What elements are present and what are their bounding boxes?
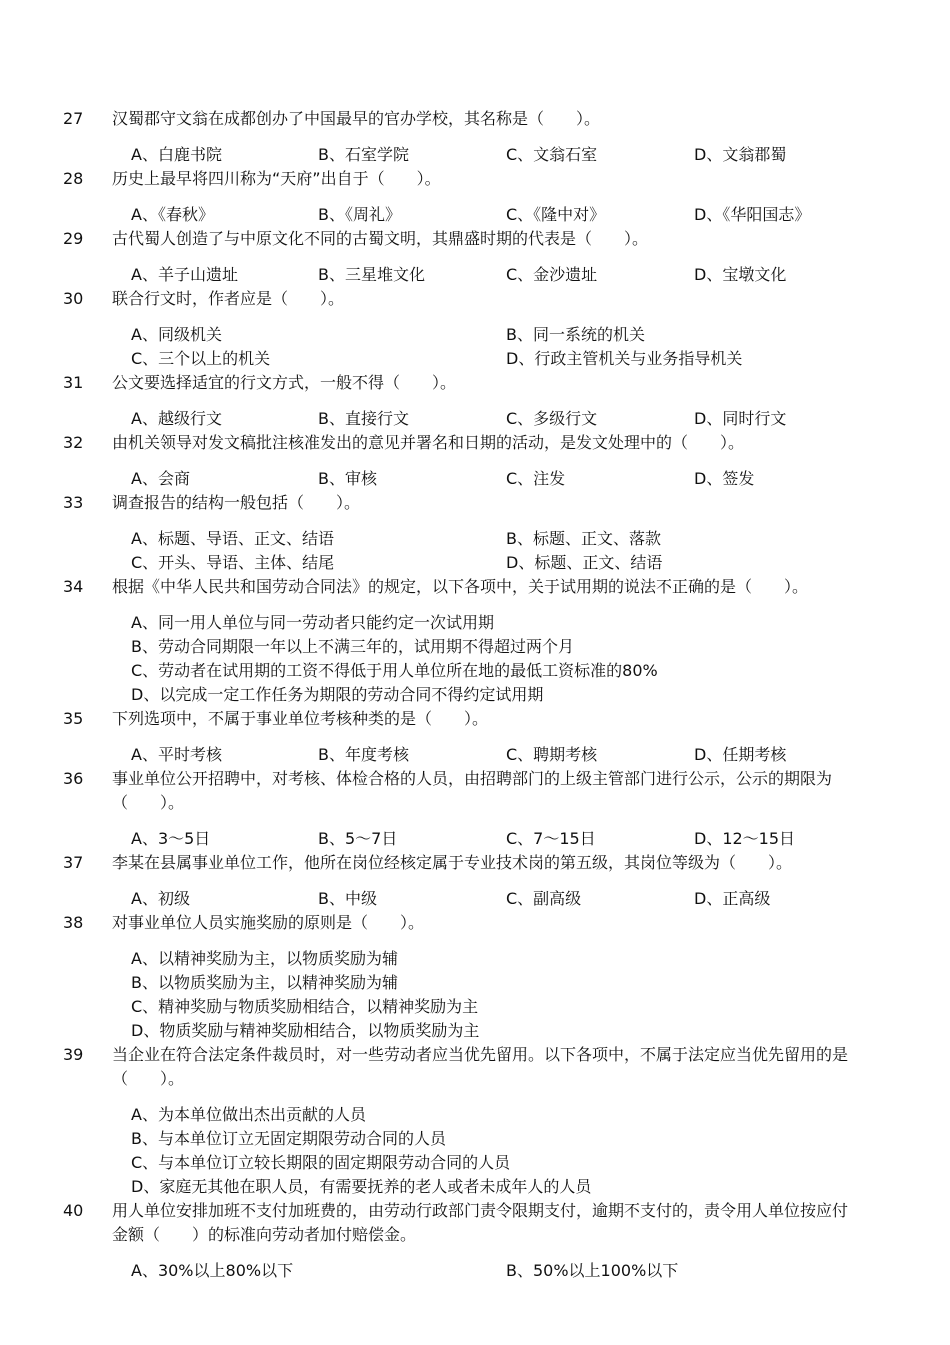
option-d: D、宝墩文化 (694, 265, 787, 284)
option-c: C、《隆中对》 (506, 205, 606, 224)
option-c: C、精神奖励与物质奖励相结合，以精神奖励为主 (131, 997, 479, 1016)
option-a: A、为本单位做出杰出贡献的人员 (131, 1105, 366, 1124)
option-b: B、劳动合同期限一年以上不满三年的，试用期不得超过两个月 (131, 637, 574, 656)
option-c: C、三个以上的机关 (131, 349, 271, 368)
option-b: B、50%以上100%以下 (506, 1261, 679, 1280)
option-b: B、年度考核 (318, 745, 409, 764)
question-number: 36 (63, 769, 84, 788)
option-a: A、羊子山遗址 (131, 265, 238, 284)
question-text: 历史上最早将四川称为“天府”出自于（ ）。 (112, 169, 441, 188)
option-c: C、金沙遗址 (506, 265, 598, 284)
option-a: A、平时考核 (131, 745, 222, 764)
option-d: D、12～15日 (694, 829, 796, 848)
question-text: 调查报告的结构一般包括（ ）。 (112, 493, 361, 512)
question-number: 28 (63, 169, 84, 188)
question-number: 32 (63, 433, 84, 452)
option-a: A、越级行文 (131, 409, 222, 428)
option-a: A、以精神奖励为主，以物质奖励为辅 (131, 949, 398, 968)
option-b: B、《周礼》 (318, 205, 401, 224)
question-text: 公文要选择适宜的行文方式，一般不得（ ）。 (112, 373, 457, 392)
question-text: 由机关领导对发文稿批注核准发出的意见并署名和日期的活动，是发文处理中的（ ）。 (112, 433, 745, 452)
option-d: D、同时行文 (694, 409, 787, 428)
option-a: A、会商 (131, 469, 190, 488)
question-number: 34 (63, 577, 84, 596)
option-d: D、任期考核 (694, 745, 787, 764)
option-c: C、与本单位订立较长期限的固定期限劳动合同的人员 (131, 1153, 511, 1172)
option-b: B、以物质奖励为主，以精神奖励为辅 (131, 973, 398, 992)
option-a: A、初级 (131, 889, 190, 908)
question-number: 39 (63, 1045, 84, 1064)
question-number: 37 (63, 853, 84, 872)
option-c: C、劳动者在试用期的工资不得低于用人单位所在地的最低工资标准的80% (131, 661, 658, 680)
option-b: B、中级 (318, 889, 377, 908)
option-b: B、同一系统的机关 (506, 325, 645, 344)
option-a: A、同级机关 (131, 325, 222, 344)
option-d: D、行政主管机关与业务指导机关 (506, 349, 743, 368)
question-text: 李某在县属事业单位工作，他所在岗位经核定属于专业技术岗的第五级，其岗位等级为（ ）。 (112, 853, 793, 872)
option-b: B、三星堆文化 (318, 265, 425, 284)
option-a: A、同一用人单位与同一劳动者只能约定一次试用期 (131, 613, 494, 632)
question-text: 根据《中华人民共和国劳动合同法》的规定，以下各项中，关于试用期的说法不正确的是（ ）。 (112, 577, 809, 596)
option-b: B、5～7日 (318, 829, 398, 848)
question-text: 古代蜀人创造了与中原文化不同的古蜀文明，其鼎盛时期的代表是（ ）。 (112, 229, 649, 248)
question-text: 当企业在符合法定条件裁员时，对一些劳动者应当优先留用。以下各项中，不属于法定应当优先留用的是（ ）。 (112, 1045, 849, 1088)
question-text: 用人单位安排加班不支付加班费的，由劳动行政部门责令限期支付，逾期不支付的，责令用人单位按应付金额（ ）的标准向劳动者加付赔偿金。 (112, 1201, 849, 1244)
option-c: C、聘期考核 (506, 745, 598, 764)
question-number: 35 (63, 709, 84, 728)
option-c: C、7～15日 (506, 829, 596, 848)
question-number: 33 (63, 493, 84, 512)
question-number: 40 (63, 1201, 84, 1220)
option-b: B、标题、正文、落款 (506, 529, 661, 548)
option-d: D、文翁郡蜀 (694, 145, 787, 164)
option-d: D、以完成一定工作任务为期限的劳动合同不得约定试用期 (131, 685, 544, 704)
option-b: B、石室学院 (318, 145, 409, 164)
option-c: C、文翁石室 (506, 145, 598, 164)
option-d: D、物质奖励与精神奖励相结合，以物质奖励为主 (131, 1021, 480, 1040)
question-text: 联合行文时，作者应是（ ）。 (112, 289, 345, 308)
option-d: D、签发 (694, 469, 755, 488)
question-text: 汉蜀郡守文翁在成都创办了中国最早的官办学校，其名称是（ ）。 (112, 109, 601, 128)
question-number: 29 (63, 229, 84, 248)
option-d: D、家庭无其他在职人员，有需要抚养的老人或者未成年人的人员 (131, 1177, 592, 1196)
option-b: B、审核 (318, 469, 377, 488)
question-text: 事业单位公开招聘中，对考核、体检合格的人员，由招聘部门的上级主管部门进行公示，公示的期限为（ ）。 (112, 769, 833, 812)
option-d: D、标题、正文、结语 (506, 553, 663, 572)
question-text: 下列选项中，不属于事业单位考核种类的是（ ）。 (112, 709, 489, 728)
option-c: C、注发 (506, 469, 566, 488)
option-a: A、白鹿书院 (131, 145, 222, 164)
question-text: 对事业单位人员实施奖励的原则是（ ）。 (112, 913, 425, 932)
option-b: B、与本单位订立无固定期限劳动合同的人员 (131, 1129, 446, 1148)
option-d: D、正高级 (694, 889, 771, 908)
option-c: C、多级行文 (506, 409, 598, 428)
option-c: C、副高级 (506, 889, 582, 908)
question-number: 27 (63, 109, 84, 128)
option-a: A、3～5日 (131, 829, 211, 848)
option-a: A、标题、导语、正文、结语 (131, 529, 334, 548)
question-number: 30 (63, 289, 84, 308)
option-c: C、开头、导语、主体、结尾 (131, 553, 335, 572)
option-a: A、30%以上80%以下 (131, 1261, 294, 1280)
question-number: 31 (63, 373, 84, 392)
question-number: 38 (63, 913, 84, 932)
option-d: D、《华阳国志》 (694, 205, 811, 224)
option-a: A、《春秋》 (131, 205, 214, 224)
option-b: B、直接行文 (318, 409, 409, 428)
